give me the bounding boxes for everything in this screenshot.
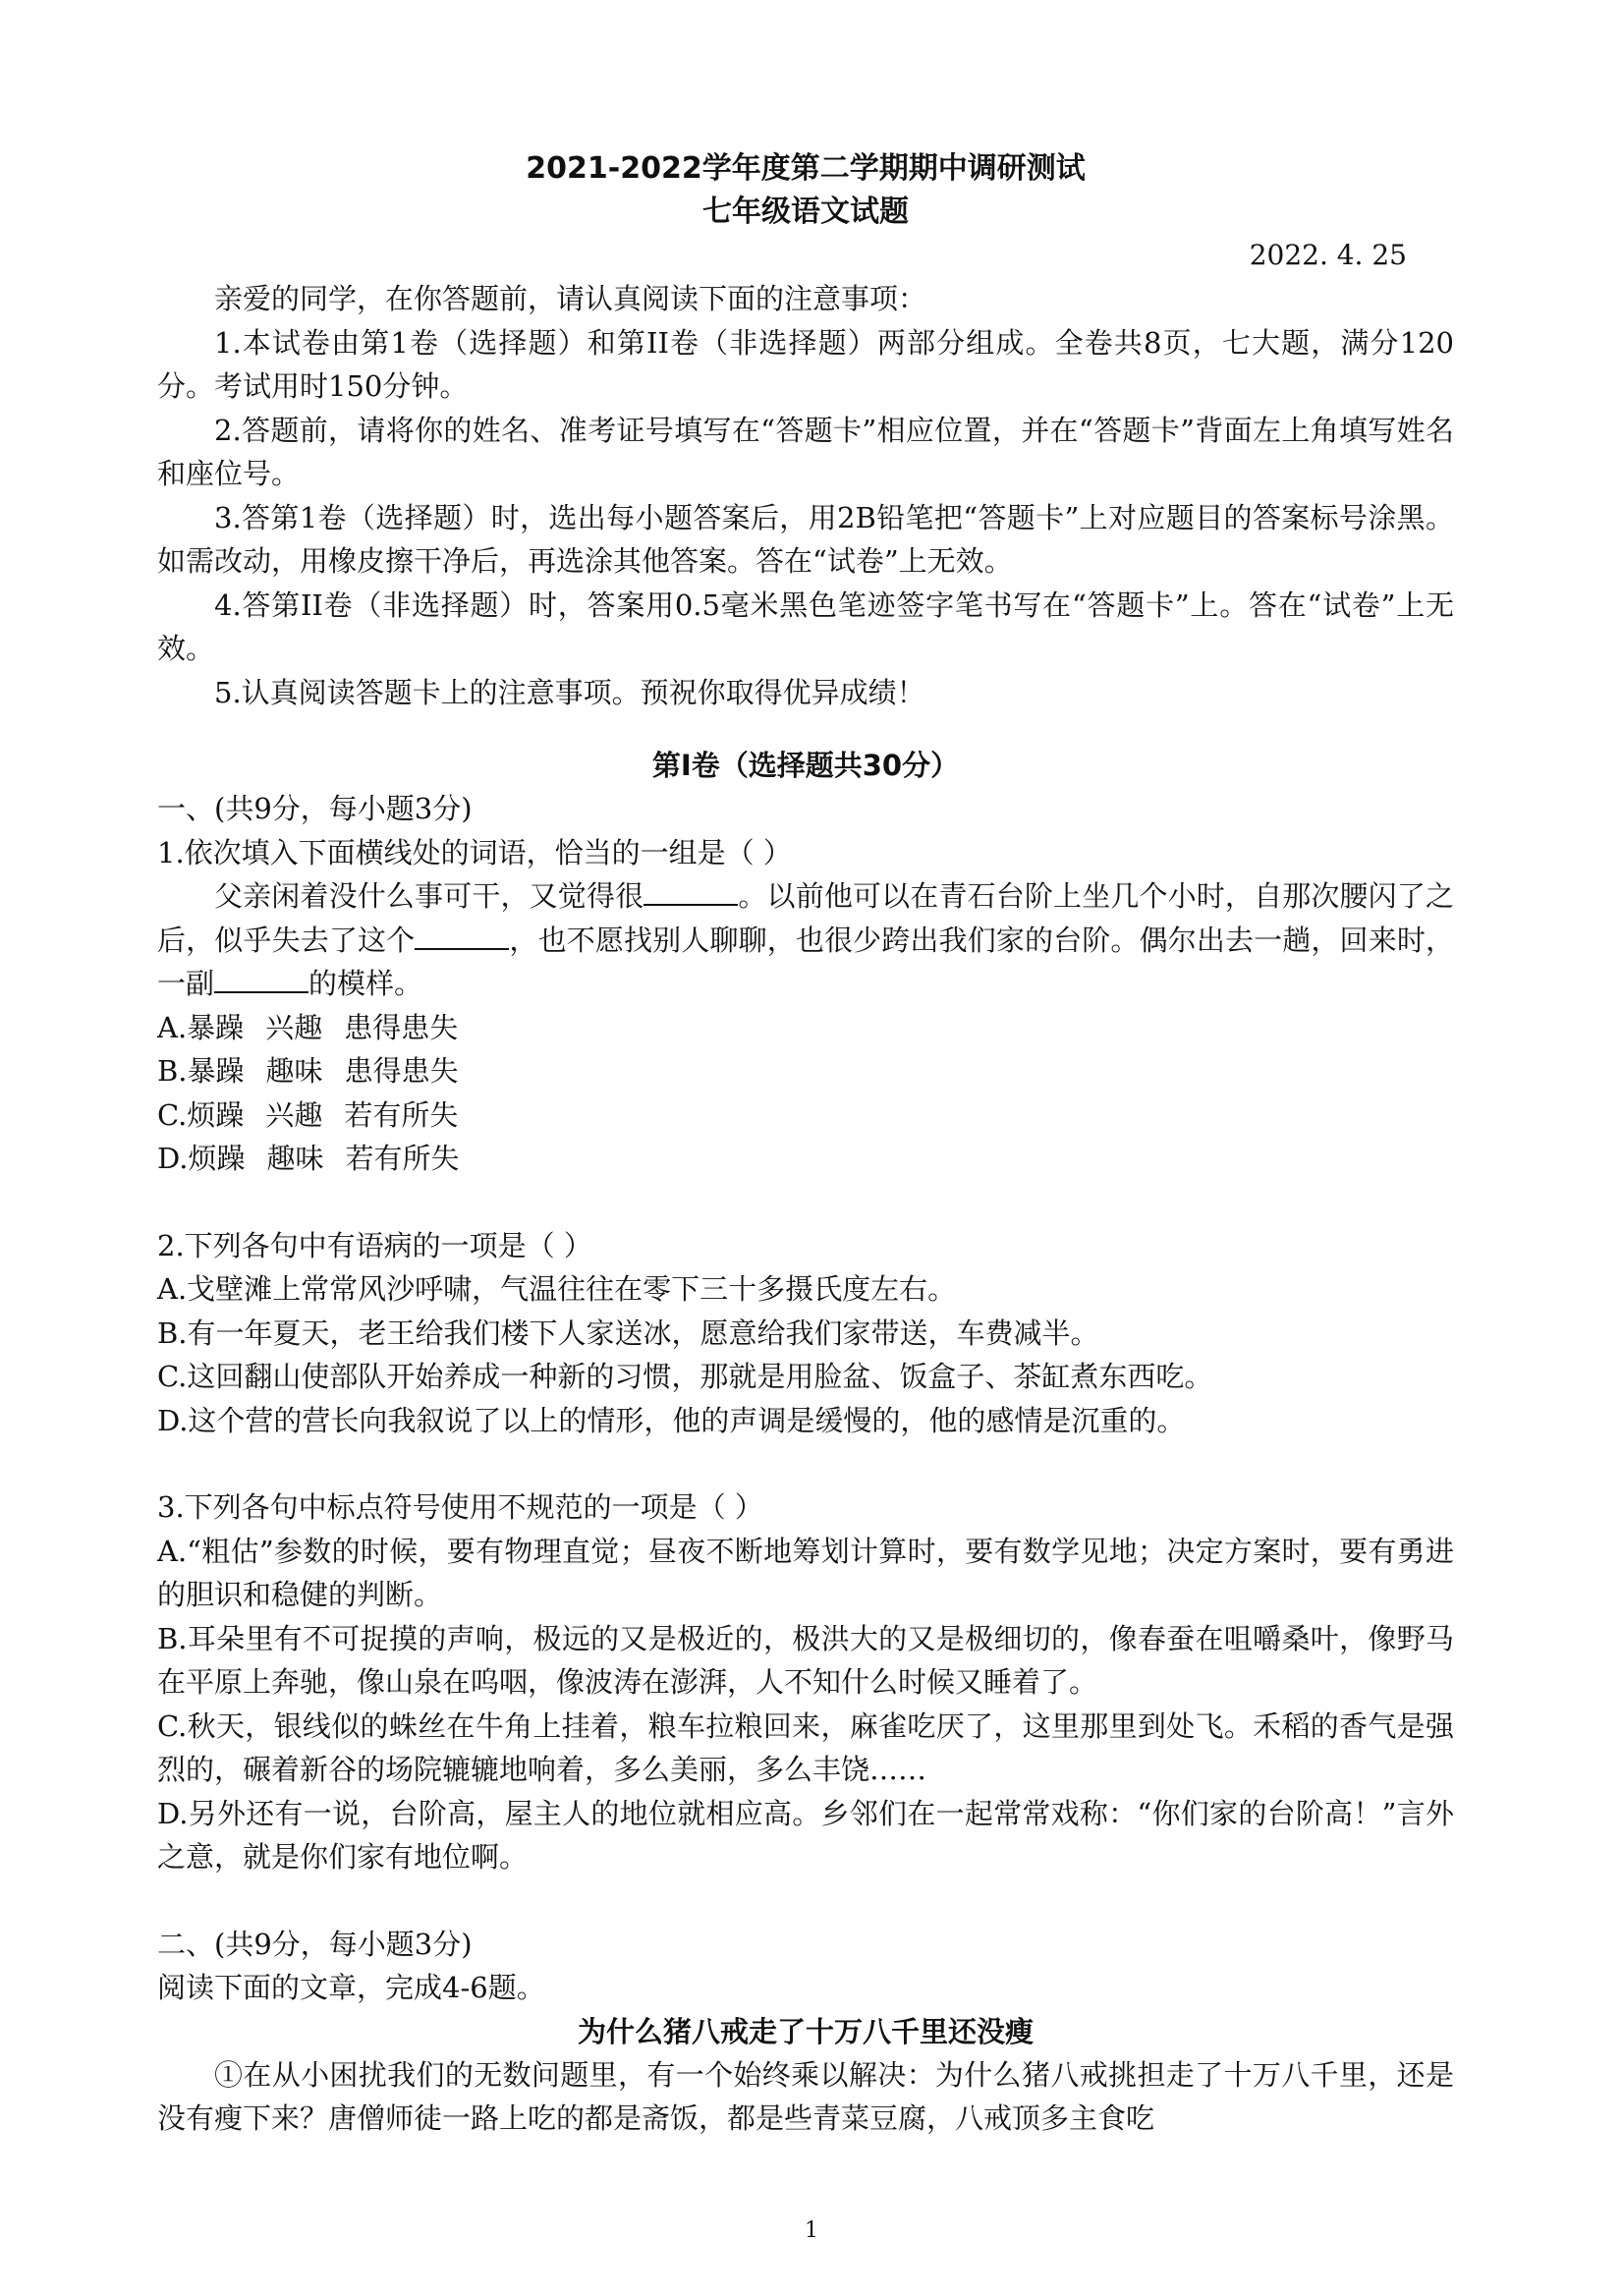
spacer (157, 1879, 1454, 1923)
option-word: 兴趣 (265, 1010, 323, 1044)
blank-line (644, 874, 738, 906)
instruction-item: 5.认真阅读答题卡上的注意事项。预祝你取得优异成绩！ (214, 675, 925, 709)
option-letter: D. (157, 1142, 189, 1175)
question-3-option: D.另外还有一说，台阶高，屋主人的地位就相应高。乡邻们在一起常常戏称：“你们家的台阶高！”言外之意，就是你们家有地位啊。 (157, 1796, 1454, 1874)
question-1-option-d (157, 1137, 1454, 1181)
question-2-option: A.戈壁滩上常常风沙呼啸，气温往往在零下三十多摄氏度左右。 (157, 1272, 957, 1306)
exam-date: 2022. 4. 25 (1249, 239, 1407, 271)
passage-text: 的模样。 (308, 967, 423, 1000)
question-1-stem: 1.依次填入下面横线处的词语，恰当的一组是（ ） (157, 835, 792, 869)
article-paragraph: ①在从小困扰我们的无数问题里，有一个始终乘以解决：为什么猪八戒挑担走了十万八千里，还是没有瘦下来？唐僧师徒一路上吃的都是斋饭，都是些青菜豆腐，八戒顶多主食吃 (157, 2057, 1454, 2135)
blank-line (415, 919, 509, 950)
part1 (157, 787, 1454, 1879)
passage-text: 。以前他可以在青石台阶上坐几个小时，自那次腰闪了之后，似乎失去了这个 (157, 879, 1454, 957)
exam-title: 2021-2022学年度第二学期期中调研测试 (526, 151, 1086, 186)
exam-subtitle: 七年级语文试题 (702, 195, 909, 229)
option-letter: B. (157, 1054, 188, 1088)
spacer (157, 1442, 1454, 1485)
option-word: 若有所失 (345, 1142, 460, 1175)
question-3 (157, 1485, 1454, 1879)
question-1 (157, 831, 1454, 1181)
question-3-option: C.秋天，银线似的蛛丝在牛角上挂着，粮车拉粮回来，麻雀吃厌了，这里那里到处飞。禾稻的香气是强烈的，碾着新谷的场院辘辘地响着，多么美丽，多么丰饶…… (157, 1708, 1454, 1786)
option-word: 趣味 (265, 1054, 323, 1088)
question-2-option: B.有一年夏天，老王给我们楼下人家送冰，愿意给我们家带送，车费减半。 (157, 1316, 1099, 1350)
instructions-intro: 亲爱的同学，在你答题前，请认真阅读下面的注意事项： (214, 282, 927, 315)
question-1-passage (157, 874, 1454, 1006)
option-word: 兴趣 (265, 1097, 323, 1132)
option-word: 趣味 (266, 1142, 324, 1175)
passage-text: ，也不愿找别人聊聊，也很少跨出我们家的台阶。偶尔出去一趟，回来时，一副 (157, 923, 1454, 1000)
instruction-item: 1.本试卷由第1卷（选择题）和第II卷（非选择题）两部分组成。全卷共8页，七大题，满分120分。考试用时150分钟。 (157, 325, 1454, 403)
question-3-option: B.耳朵里有不可捉摸的声响，极远的又是极近的，极洪大的又是极细切的，像春蚕在咀嚼桑叶，像野马在平原上奔驰，像山泉在呜咽，像波涛在澎湃，人不知什么时候又睡着了。 (157, 1621, 1454, 1699)
instruction-item: 4.答第II卷（非选择题）时，答案用0.5毫米黑色笔迹签字笔书写在“答题卡”上。答在“试卷”上无效。 (157, 588, 1454, 665)
question-1-option-a (157, 1006, 1454, 1050)
question-2-option: C.这回翻山使部队开始养成一种新的习惯，那就是用脸盆、饭盒子、茶缸煮东西吃。 (157, 1360, 1213, 1393)
blank-line (214, 962, 308, 993)
option-word: 烦躁 (187, 1097, 245, 1132)
question-3-stem: 3.下列各句中标点符号使用不规范的一项是（ ） (157, 1490, 763, 1524)
option-letter: A. (157, 1010, 188, 1044)
question-2-stem: 2.下列各句中有语病的一项是（ ） (157, 1228, 592, 1262)
part2-heading: 二、(共9分，每小题3分) (157, 1927, 473, 1961)
page-number: 1 (805, 2218, 818, 2243)
question-1-option-c (157, 1093, 1454, 1138)
question-2-option: D.这个营的营长向我叙说了以上的情形，他的声调是缓慢的，他的感情是沉重的。 (157, 1403, 1186, 1437)
article-title: 为什么猪八戒走了十万八千里还没瘦 (577, 2014, 1034, 2048)
part2-instruction: 阅读下面的文章，完成4-6题。 (157, 1971, 545, 2004)
part2 (157, 1923, 1454, 2141)
option-letter: C. (157, 1097, 188, 1132)
question-2 (157, 1224, 1454, 1443)
option-word: 暴躁 (187, 1054, 245, 1088)
option-word: 患得患失 (344, 1010, 459, 1044)
exam-page (157, 147, 1454, 2141)
instruction-item: 2.答题前，请将你的姓名、准考证号填写在“答题卡”相应位置，并在“答题卡”背面左上角填写姓名和座位号。 (157, 413, 1454, 490)
instruction-item: 3.答第1卷（选择题）时，选出每小题答案后，用2B铅笔把“答题卡”上对应题目的答案标号涂黑。如需改动，用橡皮擦干净后，再选涂其他答案。答在“试卷”上无效。 (157, 500, 1454, 578)
question-3-option: A.“粗估”参数的时候，要有物理直觉；昼夜不断地筹划计算时，要有数学见地；决定方案时，要有勇进的胆识和稳健的判断。 (157, 1534, 1454, 1611)
option-word: 患得患失 (344, 1054, 459, 1088)
question-1-option-b (157, 1049, 1454, 1093)
option-word: 若有所失 (344, 1097, 459, 1132)
instructions (157, 277, 1454, 714)
option-word: 暴躁 (187, 1010, 245, 1044)
spacer (157, 1181, 1454, 1224)
volume1-heading: 第I卷（选择题共30分） (651, 749, 960, 782)
option-word: 烦躁 (188, 1142, 246, 1175)
part1-heading: 一、(共9分，每小题3分) (157, 792, 473, 825)
passage-text: 父亲闲着没什么事可干，又觉得很 (214, 879, 644, 913)
